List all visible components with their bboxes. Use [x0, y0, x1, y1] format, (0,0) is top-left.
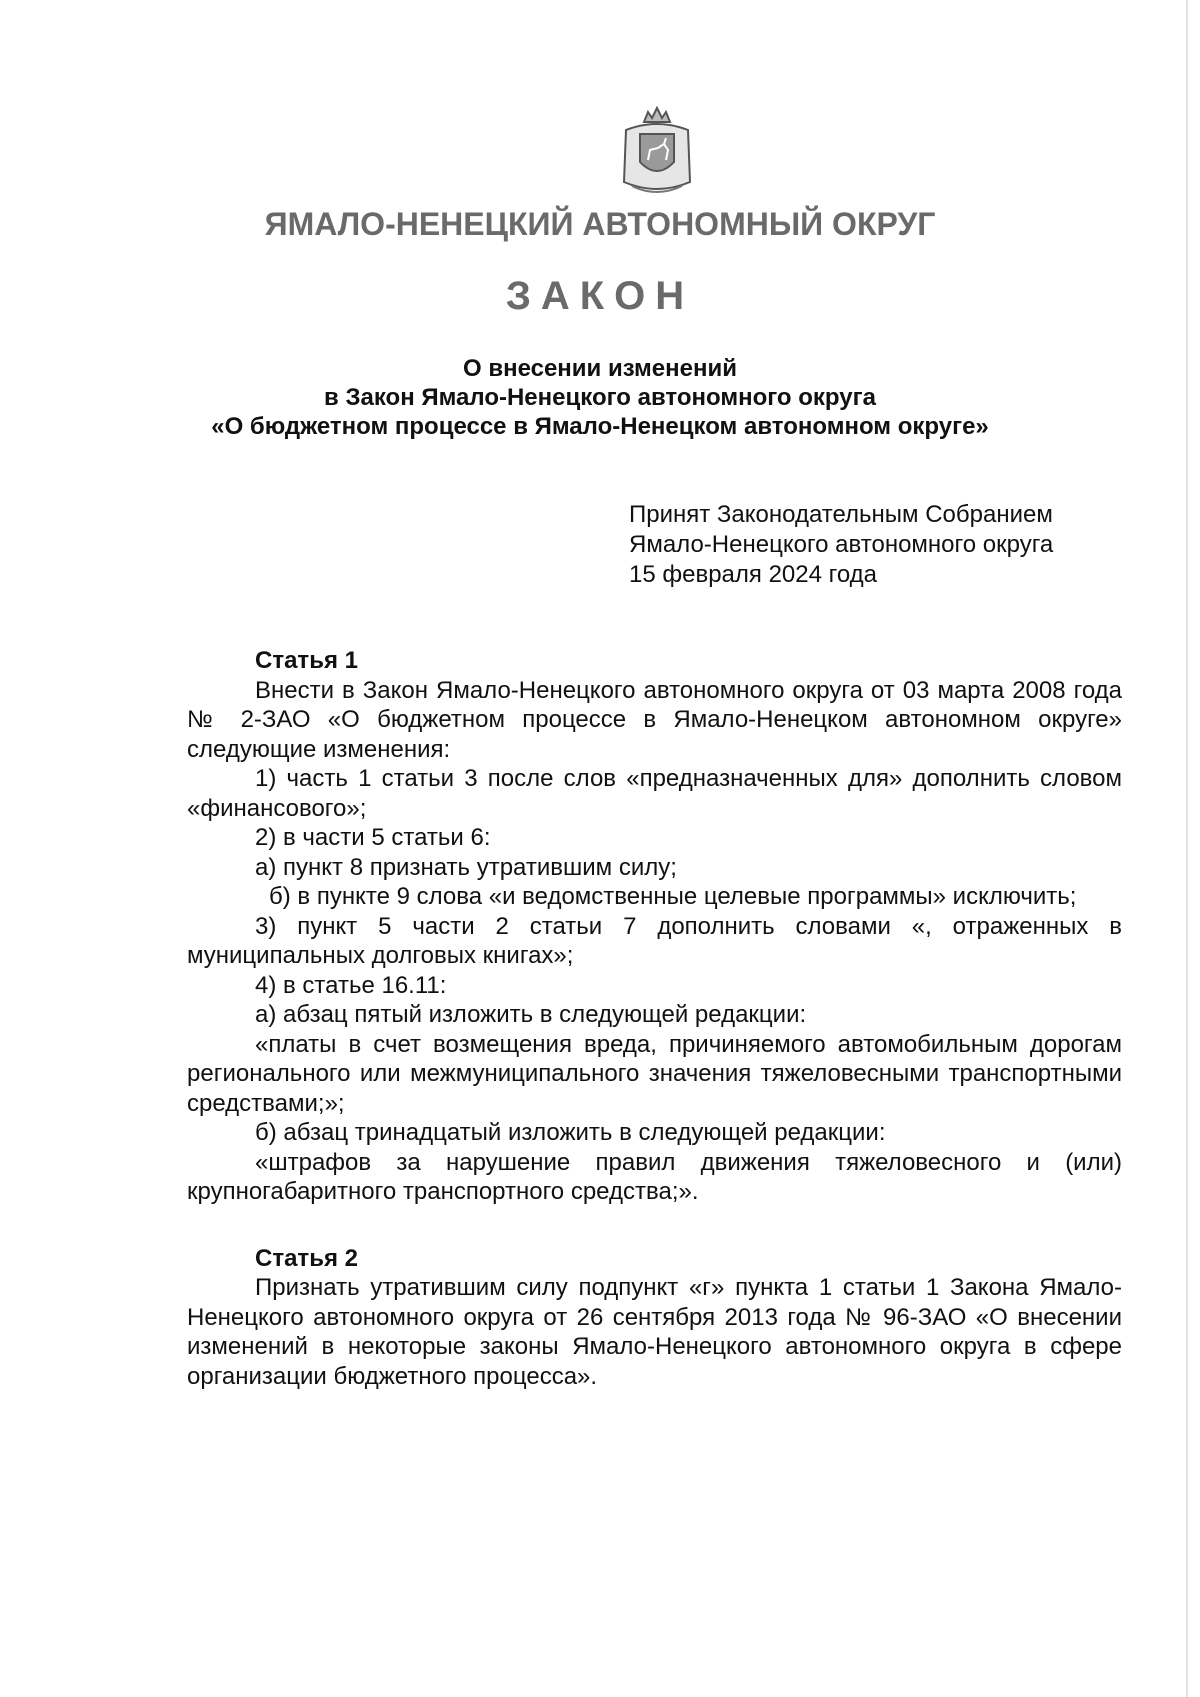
article-1-heading: Статья 1	[255, 647, 358, 674]
article-1-paragraph: 1) часть 1 статьи 3 после слов «предназначенных для» дополнить словом «финансового»;	[187, 765, 1122, 822]
coat-of-arms-icon	[614, 100, 700, 200]
adoption-line-2: Ямало-Ненецкого автономного округа	[629, 531, 1054, 558]
article-1-paragraph: 4) в статье 16.11:	[255, 971, 447, 999]
article-1-paragraph: «платы в счет возмещения вреда, причиняемого автомобильным дорогам регионального или межмуниципального значения тяжеловесными транспортными средствами;»;	[187, 1030, 1122, 1117]
article-1-paragraph: «штрафов за нарушение правил движения тяжеловесного и (или) крупногабаритного транспортного средства;».	[187, 1148, 1122, 1205]
article-2-paragraph: Признать утратившим силу подпункт «г» пункта 1 статьи 1 Закона Ямало-Ненецкого автономного округа от 26 сентября 2013 года № 96-ЗАО «О внесении изменений в некоторые законы Ямало-Ненецкого автономного округа в сфере организации бюджетного процесса».	[187, 1274, 1122, 1390]
region-name: ЯМАЛО-НЕНЕЦКИЙ АВТОНОМНЫЙ ОКРУГ	[264, 206, 936, 242]
law-title	[0, 354, 1200, 441]
article-2-heading: Статья 2	[255, 1244, 358, 1272]
spacer	[187, 1207, 1122, 1244]
article-1-paragraph: Внести в Закон Ямало-Ненецкого автономного округа от 03 марта 2008 года № 2-ЗАО «О бюджетном процессе в Ямало-Ненецком автономном округе» следующие изменения:	[187, 676, 1122, 763]
document-type: ЗАКОН	[505, 274, 695, 318]
page-edge	[1186, 0, 1188, 1697]
law-body	[187, 646, 1122, 1391]
article-1-paragraph: а) пункт 8 признать утратившим силу;	[255, 853, 677, 881]
title-line-2: в Закон Ямало-Ненецкого автономного округа	[324, 384, 876, 411]
adoption-note	[629, 500, 1053, 590]
article-1-paragraph: 3) пункт 5 части 2 статьи 7 дополнить словами «, отраженных в муниципальных долговых книгах»;	[187, 912, 1122, 969]
title-line-3: «О бюджетном процессе в Ямало-Ненецком автономном округе»	[211, 413, 989, 440]
article-1-paragraph: 2) в части 5 статьи 6:	[255, 824, 491, 851]
article-1-paragraph: б) в пункте 9 слова «и ведомственные целевые программы» исключить;	[269, 883, 1077, 910]
article-1-paragraph: б) абзац тринадцатый изложить в следующей редакции:	[255, 1119, 886, 1146]
title-line-1: О внесении изменений	[462, 355, 738, 382]
adoption-line-1: Принят Законодательным Собранием	[629, 501, 1053, 528]
article-1-paragraph: а) абзац пятый изложить в следующей редакции:	[255, 1001, 807, 1028]
adoption-date: 15 февраля 2024 года	[629, 561, 878, 588]
